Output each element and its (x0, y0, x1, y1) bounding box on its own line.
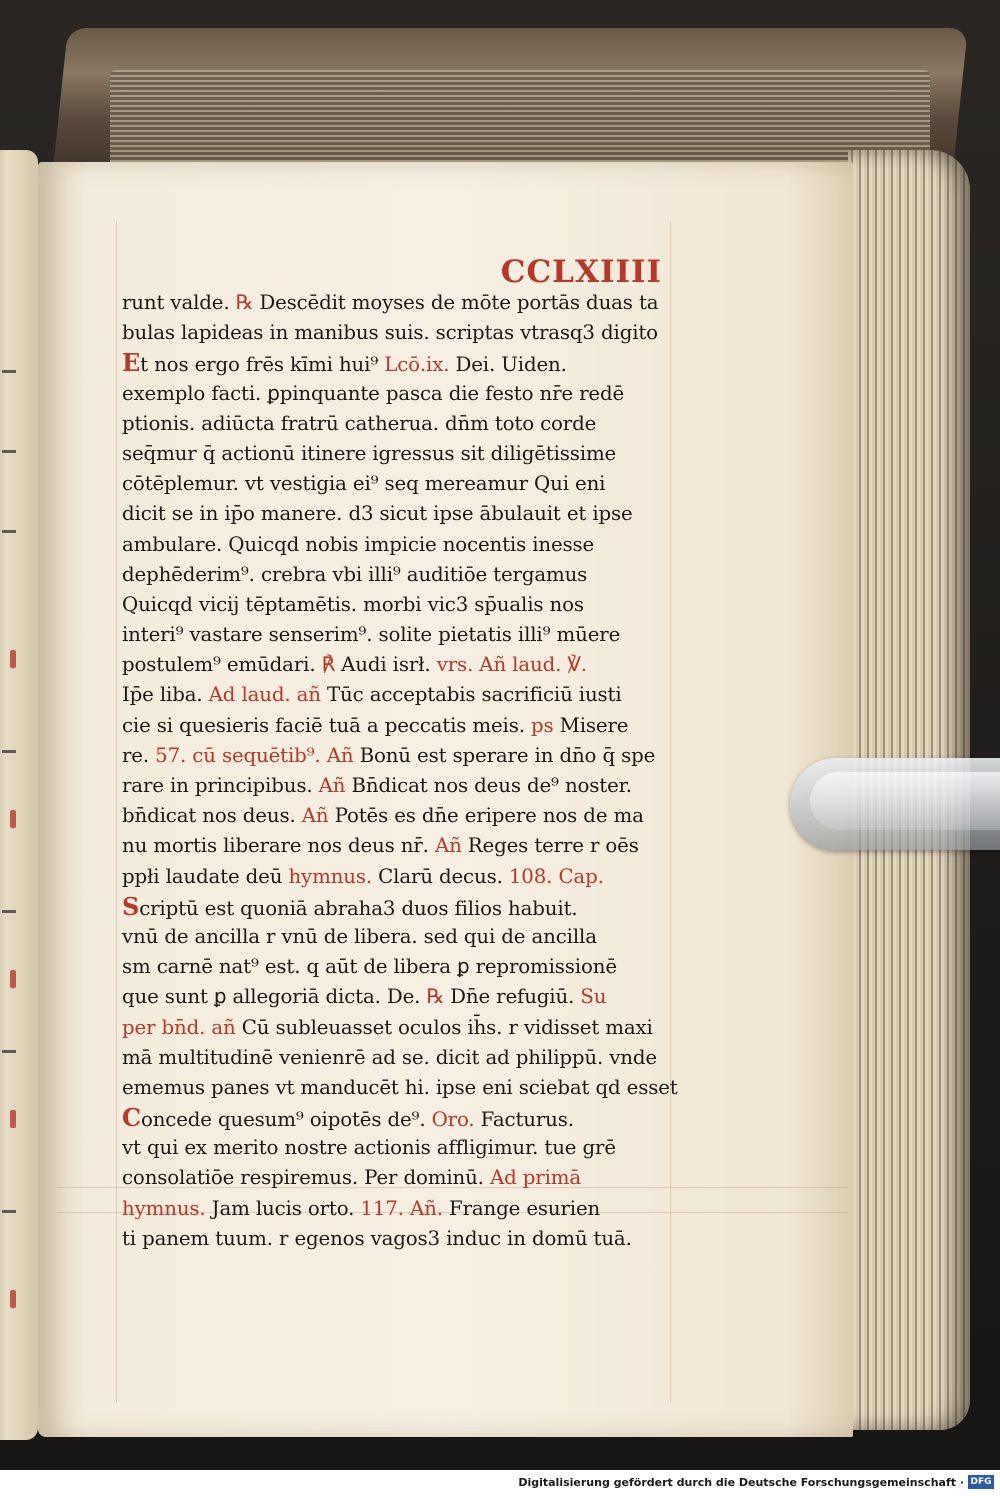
text-segment: Reges terre r oēs (461, 834, 639, 858)
text-segment: cōtēplemur. vt vestigia ei⁹ seq mereamur Qui eni (122, 472, 606, 496)
rubric-text: Lcō.ix. (384, 353, 450, 377)
rubric-text: vrs. Añ laud. ℣. (436, 653, 587, 677)
footer-bar (0, 1470, 1000, 1496)
text-line (122, 620, 682, 650)
text-segment: Potēs es dn̄e eripere nos de ma (328, 804, 644, 828)
rubric-text: 108. Cap. (508, 864, 604, 888)
text-line (122, 1043, 682, 1073)
text-line (122, 1163, 682, 1193)
text-segment: Audi isrł. (334, 653, 437, 677)
text-segment: nu mortis liberare nos deus nr̄. (122, 834, 435, 858)
rubric-text: Añ (318, 774, 346, 797)
text-line (122, 892, 682, 922)
text-segment: consolatiōe respiremus. Per dominū. (122, 1166, 490, 1190)
text-segment: ambulare. Quicqd nobis impicie nocentis inesse (122, 532, 595, 556)
text-line (122, 952, 682, 982)
text-segment: Descēdit moyses de mōte portās duas ta (259, 291, 659, 314)
text-line (122, 379, 682, 409)
text-segment: bulas lapideas in manibus suis. scriptas vtrasq3 digito (122, 321, 658, 345)
text-segment: Ip̄e liba. (122, 683, 209, 707)
text-segment: vnū de ancilla r vnū de libera. sed qui de ancilla (122, 924, 597, 948)
text-line (122, 680, 682, 710)
text-segment: bn̄dicat nos deus. (122, 804, 302, 828)
text-segment: Bn̄dicat nos deus de⁹ noster. (345, 774, 632, 797)
text-line (122, 469, 682, 499)
rubric-text: ℞ (426, 985, 445, 1009)
text-line (122, 771, 682, 801)
rubricated-initial: E (122, 348, 141, 378)
text-line (122, 409, 682, 439)
funding-credit: Digitalisierung gefördert durch die Deutsche Forschungsgemeinschaft · (518, 1476, 964, 1489)
text-segment: ptionis. adiūcta fratrū catherua. dn̄m toto corde (122, 411, 597, 435)
text-segment: sm carnē nat⁹ est. q aūt de libera ꝑ repromissionē (122, 955, 617, 979)
text-segment: que sunt ꝑ allegoriā dicta. De. (122, 985, 427, 1009)
text-segment: ppłi laudate deū (122, 864, 289, 888)
text-line (122, 741, 682, 771)
text-line (122, 1013, 682, 1043)
text-segment: cie si quesieris faciē tuā a peccatis meis. (122, 713, 531, 737)
text-line (122, 318, 682, 348)
rubric-text: ps (531, 713, 554, 737)
ruling-line-left (116, 222, 117, 1402)
text-segment: mā multitudinē venienrē ad se. dicit ad philippū. vnde (122, 1045, 657, 1069)
rubric-text: Oro. (431, 1108, 475, 1132)
text-segment: interi⁹ vastare senserim⁹. solite pietatis illi⁹ mūere (122, 623, 621, 647)
text-segment: Bonū est sperare in dn̄o q̄ spe (353, 743, 656, 767)
text-line (122, 499, 682, 529)
rubric-text: ℞ (235, 291, 260, 314)
text-segment: Tūc acceptabis sacrificiū iusti (320, 683, 622, 707)
text-line (122, 1103, 682, 1133)
text-line (122, 650, 682, 680)
text-segment: ti panem tuum. r egenos vagos3 induc in domū tuā. (122, 1226, 632, 1250)
text-segment: postulem⁹ emūdari. (122, 653, 322, 677)
text-line (122, 530, 682, 560)
text-segment: runt valde. (122, 291, 236, 314)
rubric-text: Ad laud. añ (208, 683, 321, 707)
rubric-text: hymnus. (288, 864, 373, 888)
text-line (122, 1224, 682, 1254)
rubric-text: Añ (301, 804, 329, 828)
text-segment: Dei. Uiden. (449, 353, 567, 377)
text-segment: exemplo facti. ꝑpinquante pasca die festo nr̄e redē (122, 381, 625, 405)
text-segment: seq̄mur q̄ actionū itinere igressus sit diligētissime (122, 441, 617, 465)
text-segment: Jam lucis orto. (205, 1196, 361, 1220)
text-line (122, 831, 682, 861)
text-segment: Facturus. (474, 1108, 574, 1132)
rubricated-initial: C (122, 1103, 141, 1133)
text-block (122, 260, 682, 1254)
text-segment: Cū subleuasset oculos ih̄s. r vidisset maxi (235, 1015, 653, 1039)
text-line (122, 1133, 682, 1163)
left-page-edge (0, 150, 38, 1440)
text-segment: Quicqd vicij tēptamētis. morbi vic3 sp̄ualis nos (122, 592, 584, 616)
text-segment: rare in principibus. (122, 774, 319, 797)
rubric-text: ℟ (321, 653, 335, 677)
text-segment: criptū est quoniā abraha3 duos filios habuit. (139, 896, 578, 920)
text-line (122, 711, 682, 741)
text-line (122, 982, 682, 1012)
text-segment: re. (122, 743, 156, 767)
folio-number: CCLXIIII (500, 254, 662, 290)
rubric-text: 117. Añ. (360, 1196, 443, 1220)
text-line (122, 1073, 682, 1103)
rubric-text: 57. cū sequētib⁹. Añ (155, 743, 354, 767)
text-segment: Clarū decus. (372, 864, 509, 888)
rubric-text: Ad primā (489, 1166, 582, 1190)
text-segment: vt qui ex merito nostre actionis affligimur. tue grē (122, 1136, 616, 1160)
rubric-text: Añ (434, 834, 462, 858)
text-segment: dephēderim⁹. crebra vbi illi⁹ auditiōe tergamus (122, 562, 588, 586)
rubric-text: hymnus. (122, 1196, 206, 1220)
text-line (122, 801, 682, 831)
text-line (122, 922, 682, 952)
text-segment: dicit se in ip̄o manere. d3 sicut ipse ābulauit et ipse (122, 502, 633, 526)
text-segment: Frange esurien (442, 1196, 601, 1220)
rubric-text: Su (580, 985, 607, 1009)
text-line (122, 439, 682, 469)
page-edges-top (110, 70, 930, 170)
text-segment: ememus panes vt manducēt hi. ipse eni sciebat qd esset (122, 1075, 678, 1099)
rubric-text: per bn̄d. añ (122, 1015, 236, 1039)
text-segment: t nos ergo frēs kīmi hui⁹ (140, 353, 385, 377)
dfg-logo: DFG (968, 1475, 994, 1489)
text-line (122, 862, 682, 892)
text-segment: oncede quesum⁹ oipotēs de⁹. (140, 1108, 432, 1132)
text-line (122, 288, 682, 318)
text-line (122, 1194, 682, 1224)
rubricated-initial: S (122, 891, 140, 921)
page-clip (790, 758, 1000, 850)
text-line (122, 560, 682, 590)
text-line (122, 590, 682, 620)
text-segment: Dn̄e refugiū. (444, 985, 581, 1009)
text-segment: Misere (553, 713, 629, 737)
text-line (122, 348, 682, 378)
